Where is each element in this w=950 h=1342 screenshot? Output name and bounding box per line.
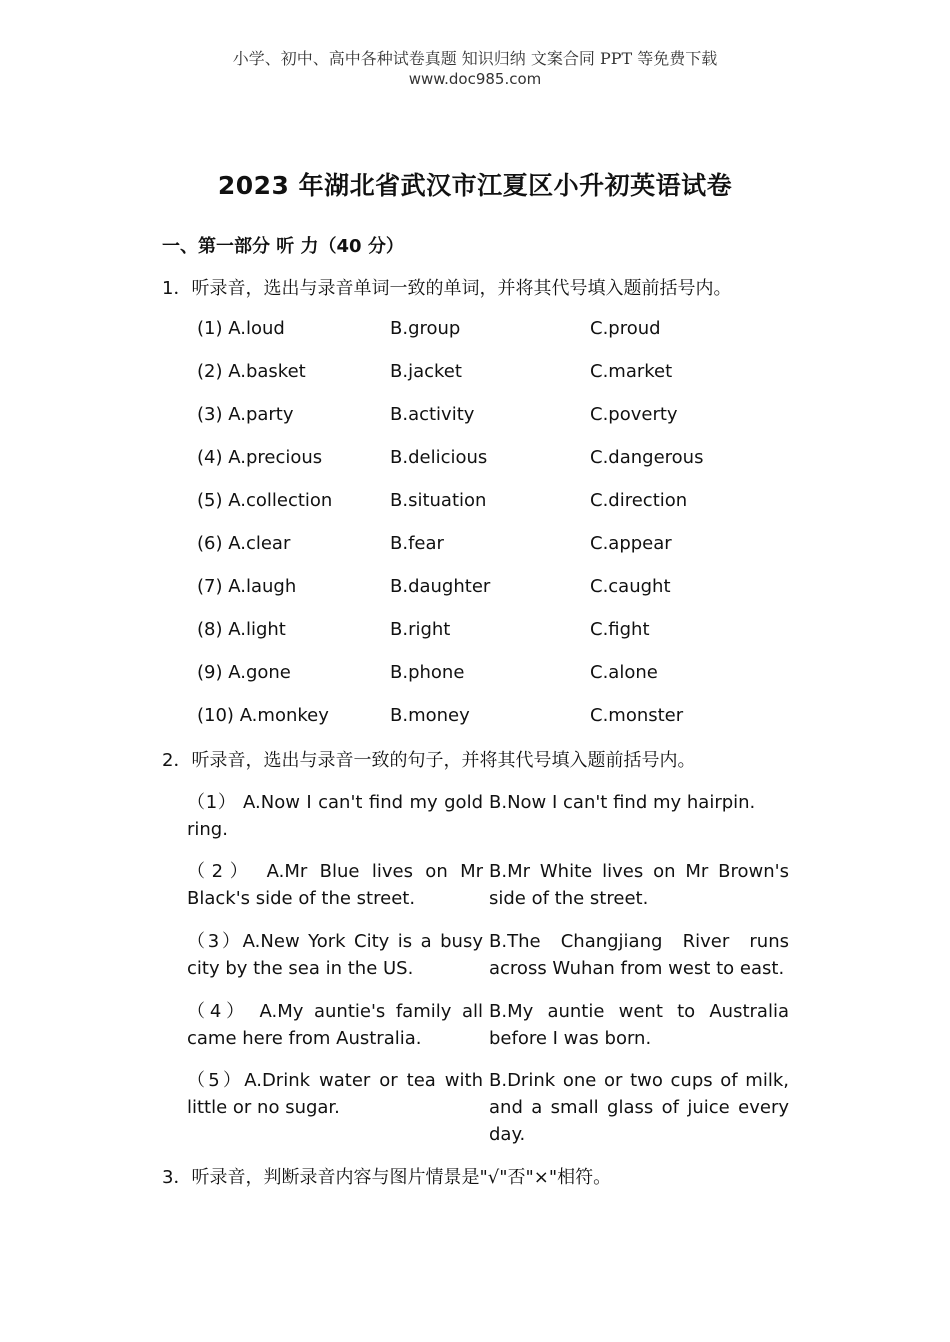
item-number: (8) A.light xyxy=(197,619,286,640)
item-number: (2) A.basket xyxy=(197,361,306,382)
item-number: (7) A.laugh xyxy=(197,576,297,597)
option-c: C.fight xyxy=(590,619,650,640)
option-b: B.Mr White lives on Mr Brown's side of the street. xyxy=(489,861,789,909)
option-b: B.group xyxy=(390,318,461,339)
option-b: B.money xyxy=(390,705,470,726)
item-number: (4) A.precious xyxy=(197,447,323,468)
item-number: (10) A.monkey xyxy=(197,705,329,726)
word-choice-row xyxy=(197,619,797,647)
item-number: (9) A.gone xyxy=(197,662,291,683)
option-b: B.fear xyxy=(390,533,444,554)
option-b: B.situation xyxy=(390,490,487,511)
option-c: C.proud xyxy=(590,318,661,339)
option-a: （2） A.Mr Blue lives on Mr Black's side of the street. xyxy=(187,861,483,909)
question-1-instruction: 1．听录音，选出与录音单词一致的单词，并将其代号填入题前括号内。 xyxy=(162,278,732,299)
word-choice-row xyxy=(197,447,797,475)
option-b: B.right xyxy=(390,619,451,640)
word-choice-row xyxy=(197,705,797,733)
option-b: B.Now I can't find my hairpin. xyxy=(489,792,756,813)
word-choice-row xyxy=(197,490,797,518)
site-url: www.doc985.com xyxy=(408,70,542,88)
option-b: B.delicious xyxy=(390,447,488,468)
option-b: B.My auntie went to Australia before I was born. xyxy=(489,1001,789,1049)
item-number: (6) A.clear xyxy=(197,533,291,554)
option-c: C.alone xyxy=(590,662,658,683)
option-a: （5）A.Drink water or tea with little or no sugar. xyxy=(187,1070,483,1118)
option-b: B.daughter xyxy=(390,576,491,597)
option-c: C.caught xyxy=(590,576,671,597)
word-choice-row xyxy=(197,576,797,604)
option-c: C.poverty xyxy=(590,404,678,425)
word-choice-row xyxy=(197,404,797,432)
section-heading: 一、第一部分 听 力（40 分） xyxy=(162,236,404,257)
option-b: B.phone xyxy=(390,662,465,683)
word-choice-row xyxy=(197,662,797,690)
option-c: C.monster xyxy=(590,705,684,726)
option-b: B.The Changjiang River runs across Wuhan from west to east. xyxy=(489,931,789,979)
option-c: C.appear xyxy=(590,533,672,554)
option-a: （4） A.My auntie's family all came here from Australia. xyxy=(187,1001,483,1049)
site-banner: 小学、初中、高中各种试卷真题 知识归纳 文案合同 PPT 等免费下载 xyxy=(232,49,718,68)
item-number: (3) A.party xyxy=(197,404,294,425)
question-2-instruction: 2．听录音，选出与录音一致的句子，并将其代号填入题前括号内。 xyxy=(162,750,696,771)
item-number: (1) A.loud xyxy=(197,318,285,339)
option-b: B.activity xyxy=(390,404,475,425)
word-choice-row xyxy=(197,318,797,346)
word-choice-row xyxy=(197,361,797,389)
option-c: C.direction xyxy=(590,490,688,511)
option-a: （3）A.New York City is a busy city by the sea in the US. xyxy=(187,931,483,979)
option-c: C.market xyxy=(590,361,673,382)
question-3-instruction: 3．听录音，判断录音内容与图片情景是"√"否"×"相符。 xyxy=(162,1167,612,1188)
item-number: (5) A.collection xyxy=(197,490,333,511)
option-b: B.Drink one or two cups of milk, and a small glass of juice every day. xyxy=(489,1070,789,1145)
page-title: 2023 年湖北省武汉市江夏区小升初英语试卷 xyxy=(217,171,733,200)
option-b: B.jacket xyxy=(390,361,462,382)
option-c: C.dangerous xyxy=(590,447,704,468)
word-choice-row xyxy=(197,533,797,561)
option-a: （1） A.Now I can't find my gold ring. xyxy=(187,792,483,840)
